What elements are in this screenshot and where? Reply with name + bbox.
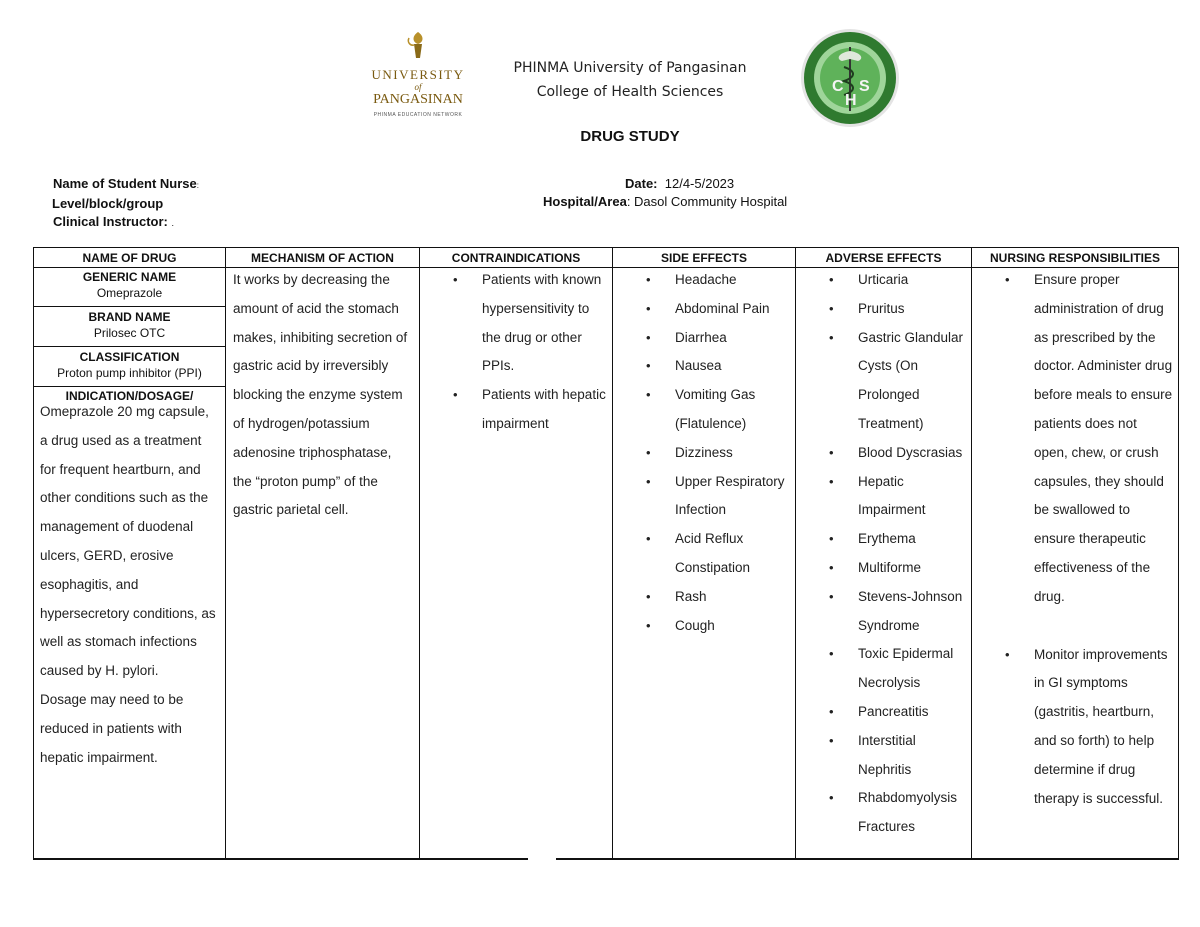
list-item: • Erythema (796, 525, 971, 554)
list-item: • Acid Reflux Constipation (613, 525, 795, 583)
list-item: • Monitor improvements in GI symptoms (gastritis, heartburn, and so forth) to help determine if drug therapy is successful. (972, 641, 1178, 814)
chs-seal-icon (798, 27, 902, 129)
info-left (53, 175, 199, 232)
list-item: • Nausea (613, 352, 795, 381)
indication-label: INDICATION/DOSAGE/ (65, 389, 194, 403)
mechanism-cell (226, 268, 420, 860)
header-contraindications: CONTRAINDICATIONS (420, 248, 613, 268)
document-title: DRUG STUDY (580, 128, 680, 145)
list-item: • Dizziness (613, 439, 795, 468)
list-item: • Patients with known hypersensitivity to the drug or other PPIs. (420, 266, 612, 381)
drug-study-table (33, 247, 1179, 860)
contraindications-cell (420, 268, 613, 860)
student-nurse-value: : (196, 181, 199, 190)
mechanism-text: It works by decreasing the amount of acid the stomach makes, inhibiting secretion of gastric acid by irreversibly blocking the enzyme system of hydrogen/potassium adenosine triphosphatase, the “proton pump” of the gastric parietal cell. (233, 272, 408, 518)
list-item: • Upper Respiratory Infection (613, 468, 795, 526)
info-right (543, 175, 873, 211)
dosage-text: Dosage may need to be reduced in patients with hepatic impairment. (40, 691, 184, 765)
date-label: Date: (625, 176, 658, 191)
nursing-list (972, 266, 1178, 813)
side-effects-cell (613, 268, 796, 860)
list-item: • Hepatic Impairment (796, 468, 971, 526)
date-row (543, 175, 873, 193)
logo-line-university: UNIVERSITY (371, 67, 465, 82)
hospital-row (543, 193, 873, 211)
list-item: • Urticaria (796, 266, 971, 295)
list-item: • Rash (613, 583, 795, 612)
logo-line-of: of (414, 82, 422, 92)
header-side-effects: SIDE EFFECTS (613, 248, 796, 268)
level-label: Level/block/group (52, 196, 164, 211)
header-mechanism: MECHANISM OF ACTION (226, 248, 420, 268)
header-name-of-drug: NAME OF DRUG (34, 248, 226, 268)
level-row (52, 195, 199, 213)
brand-name-value: Prilosec OTC (93, 326, 166, 340)
seal-letter-h: H (845, 92, 857, 109)
list-item: • Rhabdomyolysis Fractures (796, 784, 971, 842)
list-item: • Abdominal Pain (613, 295, 795, 324)
list-item: • Blood Dyscrasias (796, 439, 971, 468)
border-gap (528, 855, 556, 861)
seal-letter-c: C (832, 78, 844, 95)
table-header-row (34, 248, 1179, 268)
classification-value: Proton pump inhibitor (PPI) (57, 366, 202, 380)
list-item: • Pancreatitis (796, 698, 971, 727)
instructor-value: . (171, 218, 174, 228)
indication-text: Omeprazole 20 mg capsule, a drug used as a treatment for frequent heartburn, and other conditions such as the management of duodenal ulcers, GERD, erosive esophagitis, and hypersecretory conditions, as well as stomach infections caused by H. pylori. (40, 404, 216, 679)
logo-line-pangasinan: PANGASINAN (373, 92, 463, 107)
indication-block (34, 387, 225, 772)
list-item: • Interstitial Nephritis (796, 727, 971, 785)
list-item: • Vomiting Gas (Flatulence) (613, 381, 795, 439)
list-item: • Gastric Glandular Cysts (On Prolonged Treatment) (796, 324, 971, 439)
adverse-effects-list (796, 266, 971, 842)
classification-block (34, 347, 225, 387)
generic-name-value: Omeprazole (96, 286, 163, 300)
instructor-row (53, 213, 199, 232)
table-row (34, 268, 1179, 860)
instructor-label: Clinical Instructor: (53, 214, 168, 229)
adverse-effects-cell (796, 268, 972, 860)
list-item: • Ensure proper administration of drug as prescribed by the doctor. Administer drug before meals to ensure patients does not open, chew, or crush capsules, they should be swallowed to ensure therapeutic effectiveness of the drug. (972, 266, 1178, 612)
hospital-label: Hospital/Area (543, 194, 627, 209)
student-nurse-label: Name of Student Nurse (53, 176, 197, 191)
logo-line-network: PHINMA EDUCATION NETWORK (373, 112, 463, 118)
list-item: • Toxic Epidermal Necrolysis (796, 640, 971, 698)
contraindications-list (420, 266, 612, 439)
generic-name-block (34, 268, 225, 307)
brand-name-block (34, 307, 225, 347)
nursing-responsibilities-cell (972, 268, 1179, 860)
list-item: • Patients with hepatic impairment (420, 381, 612, 439)
list-spacer (972, 612, 1178, 641)
list-item: • Diarrhea (613, 324, 795, 353)
list-item: • Pruritus (796, 295, 971, 324)
university-logo (362, 30, 474, 128)
date-value: 12/4-5/2023 (664, 176, 735, 191)
brand-name-label: BRAND NAME (88, 310, 171, 324)
drug-name-cell (34, 268, 226, 860)
classification-label: CLASSIFICATION (79, 350, 180, 364)
list-item: • Cough (613, 612, 795, 641)
student-nurse-row (53, 175, 199, 195)
torch-icon (398, 30, 438, 60)
institution-header (480, 56, 780, 104)
list-item: • Multiforme (796, 554, 971, 583)
hospital-value: : Dasol Community Hospital (626, 194, 788, 209)
seal-letter-s: S (859, 78, 870, 95)
college-seal-logo (798, 27, 902, 129)
side-effects-list (613, 266, 795, 640)
header-nursing-responsibilities: NURSING RESPONSIBILITIES (972, 248, 1179, 268)
list-item: • Stevens-Johnson Syndrome (796, 583, 971, 641)
list-item: • Headache (613, 266, 795, 295)
college-name: College of Health Sciences (536, 84, 724, 100)
university-name: PHINMA University of Pangasinan (513, 60, 747, 76)
generic-name-label: GENERIC NAME (82, 270, 177, 284)
header-adverse-effects: ADVERSE EFFECTS (796, 248, 972, 268)
